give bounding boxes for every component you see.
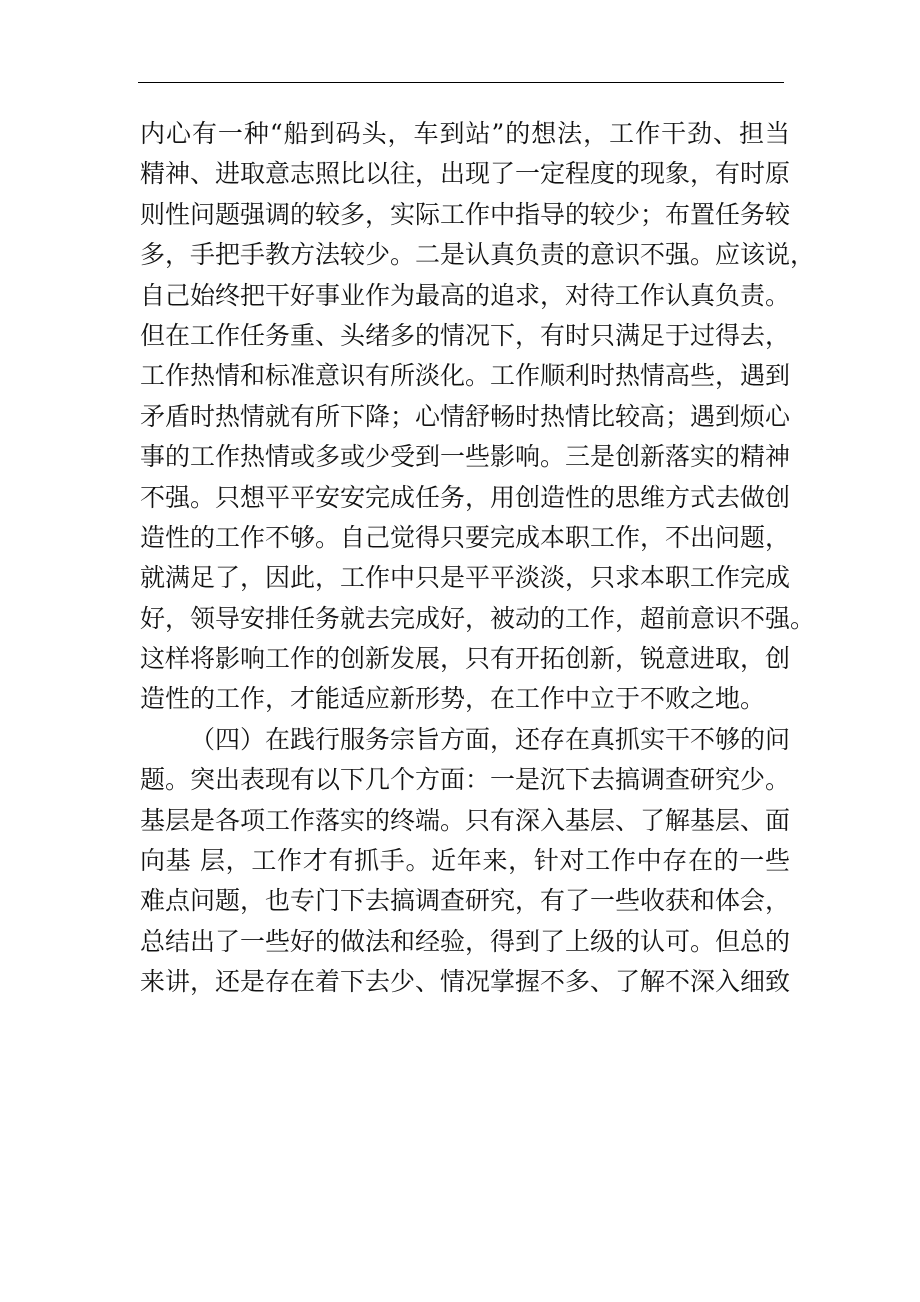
header-rule [138,82,784,83]
text-line: 基层是各项工作落实的终端。只有深入基层、了解基层、面 [140,805,791,835]
text-line: 造性的工作不够。自己觉得只要完成本职工作，不出问题， [140,522,791,552]
text-line: 就满足了，因此，工作中只是平平淡淡，只求本职工作完成 [140,563,791,593]
text-line: 向基 层，工作才有抓手。近年来，针对工作中存在的一些 [140,846,790,876]
text-line: 来讲，还是存在着下去少、情况掌握不多、了解不深入细致 [140,967,791,997]
paragraph-start-line: （四）在践行服务宗旨方面，还存在真抓实干不够的问 [190,724,791,754]
text-line: 多，手把手教方法较少。二是认真负责的意识不强。应该说， [140,240,816,270]
text-line: 这样将影响工作的创新发展，只有开拓创新，锐意进取，创 [140,644,791,674]
text-line: 精神、进取意志照比以往，出现了一定程度的现象，有时原 [140,159,791,189]
text-line: 工作热情和标准意识有所淡化。工作顺利时热情高些，遇到 [140,361,791,391]
text-line: 但在工作任务重、头绪多的情况下，有时只满足于过得去， [140,320,791,350]
text-line: 好，领导安排任务就去完成好，被动的工作，超前意识不强。 [140,603,816,633]
text-line: 题。突出表现有以下几个方面：一是沉下去搞调查研究少。 [140,765,791,795]
text-line: 难点问题，也专门下去搞调查研究，有了一些收获和体会， [140,886,791,916]
text-line: 不强。只想平平安安完成任务，用创造性的思维方式去做创 [140,482,791,512]
text-line: 矛盾时热情就有所下降；心情舒畅时热情比较高；遇到烦心 [140,401,791,431]
text-line: 事的工作热情或多或少受到一些影响。三是创新落实的精神 [140,442,791,472]
body-text [140,114,816,1003]
text-line: 自己始终把干好事业作为最高的追求，对待工作认真负责。 [140,280,791,310]
text-line: 造性的工作，才能适应新形势，在工作中立于不败之地。 [140,684,766,714]
text-line: 总结出了一些好的做法和经验，得到了上级的认可。但总的 [140,926,791,956]
text-line: 内心有一种“船到码头，车到站”的想法，工作干劲、担当 [140,119,790,148]
text-line: 则性问题强调的较多，实际工作中指导的较少；布置任务较 [140,199,791,229]
